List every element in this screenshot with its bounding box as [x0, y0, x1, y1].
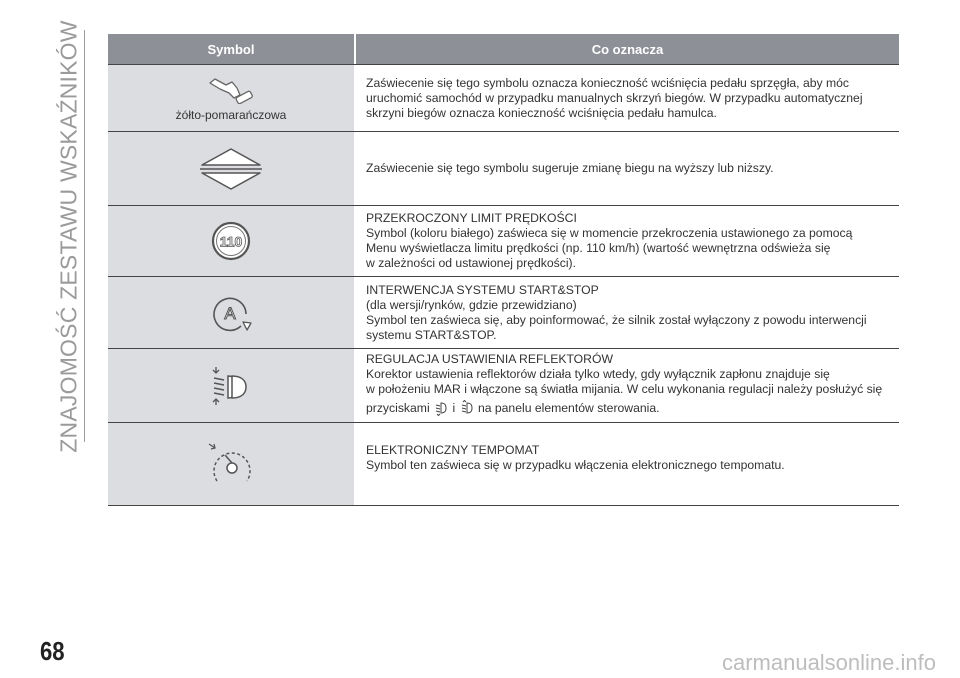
meaning-line: Korektor ustawienia reflektorów działa tylko wtedy, gdy wyłącznik zapłonu znajduje się	[366, 366, 830, 381]
symbol-cell	[108, 65, 354, 131]
meaning-line: REGULACJA USTAWIENIA REFLEKTORÓW	[366, 351, 613, 366]
side-chapter-title: ZNAJOMOŚĆ ZESTAWU WSKAŹNIKÓW	[55, 19, 82, 453]
symbol-cell	[108, 206, 354, 276]
side-rule	[84, 30, 85, 442]
speed-limit-icon	[211, 221, 251, 261]
meaning-line	[366, 400, 887, 420]
meaning-line: Symbol (koloru białego) zaświeca się w momencie przekroczenia ustawionego za pomocą	[366, 226, 853, 240]
header-meaning: Co oznacza	[354, 34, 899, 64]
meaning-line: Menu wyświetlacza limitu prędkości (np. 110 km/h) (wartość wewnętrzna odświeża się	[366, 241, 831, 255]
meaning-line: INTERWENCJA SYSTEMU START&STOP	[366, 282, 599, 297]
clutch-pedal-icon	[206, 74, 256, 104]
conjunction-text: i	[452, 400, 456, 415]
meaning-cell	[354, 277, 899, 348]
table-header	[108, 34, 899, 64]
buttons-text: przyciskami	[366, 400, 430, 415]
table-row	[108, 64, 899, 131]
table-row	[108, 348, 899, 422]
headlamp-down-button-icon	[435, 400, 447, 420]
symbol-cell	[108, 132, 354, 205]
table-row	[108, 422, 899, 506]
symbol-caption: żółto-pomarańczowa	[175, 108, 287, 122]
meaning-line: w położeniu MAR i włączone są światła mijania. W celu wykonania regulacji należy posłużyć się	[366, 381, 883, 396]
meaning-cell	[354, 132, 899, 205]
meaning-line: Symbol ten zaświeca się w przypadku włączenia elektronicznego tempomatu.	[366, 458, 785, 472]
meaning-line: Symbol ten zaświeca się, aby poinformować, że silnik został wyłączony z powodu interwencji	[366, 312, 867, 327]
start-stop-icon	[208, 292, 254, 334]
speed-limit-value: 110	[219, 233, 243, 250]
table-row	[108, 131, 899, 205]
meaning-line: PRZEKROCZONY LIMIT PRĘDKOŚCI	[366, 211, 577, 225]
table-row	[108, 205, 899, 276]
meaning-line: uruchomić samochód w przypadku manualnych skrzyń biegów. W przypadku automatycznej	[366, 90, 863, 105]
meaning-line: w zależności od ustawionej prędkości).	[366, 256, 576, 270]
meaning-line: Zaświecenie się tego symbolu oznacza konieczność wciśnięcia pedału sprzęgła, aby móc	[366, 75, 850, 90]
meaning-line: (dla wersji/rynków, gdzie przewidziano)	[366, 297, 577, 312]
meaning-cell	[354, 206, 899, 276]
headlamp-leveling-icon	[208, 364, 254, 408]
meaning-line: Zaświecenie się tego symbolu sugeruje zmianę biegu na wyższy lub niższy.	[366, 161, 774, 175]
meaning-line: systemu START&STOP.	[366, 327, 497, 342]
symbol-cell	[108, 423, 354, 505]
header-symbol: Symbol	[207, 41, 255, 57]
watermark: carmanualsonline.info	[721, 650, 936, 675]
meaning-cell	[354, 423, 899, 505]
table-row	[108, 276, 899, 348]
cruise-control-icon	[205, 441, 257, 487]
gear-shift-indicator-icon	[196, 147, 266, 191]
headlamp-up-button-icon	[461, 400, 473, 420]
meaning-line: skrzyni biegów oznacza konieczność wciśnięcia pedału hamulca.	[366, 105, 717, 120]
page-number: 68	[40, 636, 65, 666]
symbol-table	[108, 34, 899, 506]
meaning-cell	[354, 65, 899, 131]
symbol-cell	[108, 349, 354, 422]
panel-text: na panelu elementów sterowania.	[477, 400, 660, 415]
start-stop-letter: A	[224, 303, 236, 323]
symbol-cell	[108, 277, 354, 348]
meaning-cell	[354, 349, 899, 422]
meaning-line: ELEKTRONICZNY TEMPOMAT	[366, 443, 540, 457]
